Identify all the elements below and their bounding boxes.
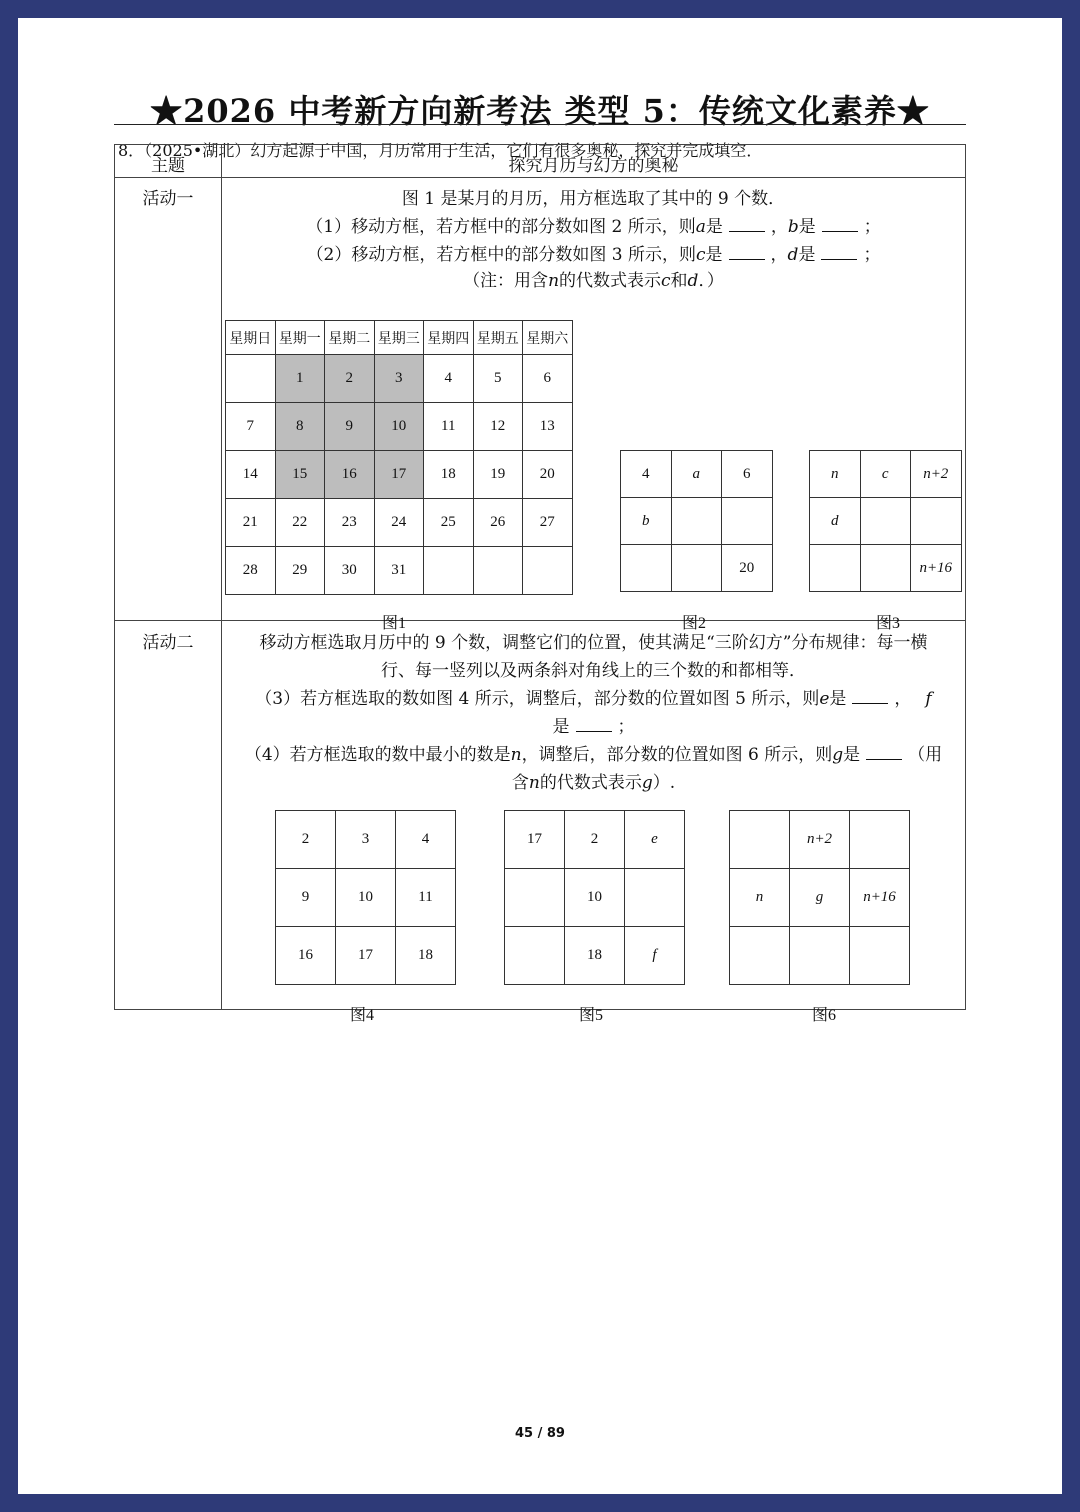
cell-value: 31: [391, 562, 407, 578]
cell-value: 13: [539, 418, 555, 434]
cell-value: 10: [587, 889, 602, 905]
weekday-header: 星期五: [473, 320, 524, 355]
calendar-day-cell: [473, 354, 524, 403]
grid-cell: [849, 868, 910, 927]
var-b: b: [787, 217, 799, 237]
calendar-day-cell: [275, 354, 326, 403]
grid-cell: [849, 926, 910, 985]
calendar-day-cell: [275, 402, 326, 451]
cell-value: 2: [345, 370, 353, 386]
var-f: f: [925, 689, 932, 709]
answer-blank-f[interactable]: [576, 717, 612, 732]
grid-cell: [721, 497, 773, 545]
cell-value: c: [881, 465, 889, 482]
activity2-line6: [221, 768, 966, 793]
text-segment: ，: [770, 245, 788, 265]
col1-header: 主题: [151, 156, 185, 176]
grid-cell: [624, 810, 685, 869]
answer-blank-e[interactable]: [852, 689, 888, 704]
cell-value: 10: [391, 418, 407, 434]
calendar-day-cell: [374, 546, 425, 595]
text-segment: （3）若方框选取的数如图 4 所示，调整后，部分数的位置如图 5 所示，则: [255, 689, 820, 709]
text-segment: ；: [863, 245, 881, 265]
text-segment: ；: [617, 717, 635, 737]
calendar-day-cell: [423, 402, 474, 451]
calendar-day-cell: [374, 498, 425, 547]
document-page: [18, 18, 1062, 1494]
cell-value: 4: [642, 465, 650, 482]
answer-blank-b[interactable]: [822, 217, 858, 232]
cell-value: 29: [292, 562, 308, 578]
text-segment: ．）: [698, 271, 724, 291]
grid-cell: [564, 868, 625, 927]
grid-cell: [789, 868, 850, 927]
cell-value: 4: [421, 831, 430, 847]
calendar-day-cell: [324, 354, 375, 403]
calendar-day-cell: [423, 354, 474, 403]
grid-cell: [504, 810, 565, 869]
text-segment: 是: [552, 717, 570, 737]
cell-value: 22: [292, 514, 308, 530]
calendar-day-cell: [522, 450, 573, 499]
figure5-label: 图5: [578, 1007, 603, 1024]
cell-value: 24: [391, 514, 407, 530]
answer-blank-g[interactable]: [866, 745, 902, 760]
grid-cell: [504, 868, 565, 927]
grid-cell: [275, 926, 336, 985]
cell-value: 15: [292, 466, 308, 482]
calendar-day-cell: [522, 402, 573, 451]
cell-value: 10: [358, 889, 373, 905]
text-segment: 是: [705, 245, 723, 265]
calendar-day-cell: [374, 354, 425, 403]
cell-value: 6: [543, 370, 551, 386]
var-d: d: [687, 271, 699, 291]
cell-value: d: [831, 512, 839, 529]
calendar-day-cell: [423, 498, 474, 547]
answer-blank-c[interactable]: [729, 245, 765, 260]
text-segment: ，: [894, 689, 912, 709]
text-segment: 是: [829, 689, 847, 709]
cell-value: 19: [490, 466, 506, 482]
var-g: g: [832, 745, 844, 765]
cell-value: 12: [490, 418, 506, 434]
cell-value: a: [692, 465, 700, 482]
weekday-header: 星期日: [225, 320, 276, 355]
activity2-line5: [221, 740, 966, 765]
grid-cell: [335, 926, 396, 985]
text-segment: 是: [798, 217, 816, 237]
activity-table: [114, 144, 966, 1024]
calendar-day-cell: [225, 354, 276, 403]
text-segment: （注：用含: [463, 271, 549, 291]
grid-cell: [620, 497, 672, 545]
grid-cell: [860, 497, 912, 545]
calendar-day-cell: [225, 450, 276, 499]
cell-value: 17: [391, 466, 407, 482]
calendar-day-cell: [225, 498, 276, 547]
cell-value: 26: [490, 514, 506, 530]
var-n: n: [528, 773, 540, 793]
grid-cell: [809, 450, 861, 498]
grid-cell: [504, 926, 565, 985]
cell-value: 17: [358, 947, 373, 963]
calendar-day-cell: [225, 546, 276, 595]
grid-cell: [564, 810, 625, 869]
calendar-day-cell: [324, 402, 375, 451]
grid-cell: [671, 497, 723, 545]
cell-value: 28: [242, 562, 258, 578]
text-segment: ，调整后，部分数的位置如图 6 所示，则: [521, 745, 833, 765]
text-segment: 含: [511, 773, 529, 793]
text-segment: 和: [670, 271, 688, 291]
weekday-header: 星期一: [275, 320, 326, 355]
grid-cell: [275, 868, 336, 927]
var-n: n: [510, 745, 522, 765]
cell-value: 9: [345, 418, 353, 434]
text-segment: ，: [770, 217, 788, 237]
calendar-day-cell: [423, 546, 474, 595]
grid-cell: [395, 868, 456, 927]
text-segment: （4）若方框选取的数中最小的数是: [244, 745, 511, 765]
calendar-day-cell: [324, 546, 375, 595]
grid-cell: [671, 544, 723, 592]
var-g: g: [641, 773, 653, 793]
grid-cell: [789, 926, 850, 985]
cell-value: 7: [246, 418, 254, 434]
cell-value: 9: [301, 889, 310, 905]
grid-cell: [620, 544, 672, 592]
activity2-line1: 移动方框选取月历中的 9 个数，调整它们的位置，使其满足“三阶幻方”分布规律：每一横: [259, 633, 928, 653]
grid-cell: [395, 926, 456, 985]
cell-value: 2: [301, 831, 310, 847]
figure4-label: 图4: [349, 1007, 374, 1024]
page-number: 45 / 89: [515, 1426, 565, 1441]
cell-value: b: [642, 512, 650, 529]
activity1-line2: [221, 212, 966, 237]
activity2-line2: 行、每一竖列以及两条斜对角线上的三个数的和都相等．: [381, 661, 806, 681]
cell-value: n+2: [923, 465, 949, 482]
grid-cell: [849, 810, 910, 869]
calendar-day-cell: [275, 450, 326, 499]
cell-value: 3: [395, 370, 403, 386]
title-divider: [114, 124, 966, 125]
var-a: a: [695, 217, 706, 237]
col2-header: 探究月历与幻方的奥秘: [508, 156, 679, 176]
activity1-line4: [221, 266, 966, 291]
cell-value: 1: [296, 370, 304, 386]
grid-cell: [335, 810, 396, 869]
var-c: c: [696, 245, 706, 265]
page-title: ★2026 中考新方向新考法 类型 5：传统文化素养★: [150, 92, 930, 130]
cell-value: 18: [418, 947, 433, 963]
grid-cell: [729, 868, 790, 927]
cell-value: 16: [298, 947, 313, 963]
calendar-day-cell: [473, 498, 524, 547]
cell-value: 18: [587, 947, 602, 963]
text-segment: 是: [798, 245, 816, 265]
cell-value: 2: [590, 831, 599, 847]
cell-value: 18: [440, 466, 456, 482]
cell-value: 23: [341, 514, 357, 530]
calendar-day-cell: [324, 498, 375, 547]
cell-value: n: [755, 889, 764, 905]
cell-value: 20: [539, 466, 555, 482]
weekday-header: 星期三: [374, 320, 425, 355]
cell-value: 21: [242, 514, 258, 530]
calendar-day-cell: [473, 546, 524, 595]
weekday-header: 星期二: [324, 320, 375, 355]
var-c: c: [661, 271, 671, 291]
calendar-day-cell: [423, 450, 474, 499]
activity1-label: 活动一: [142, 189, 194, 209]
figure1-label: 图1: [381, 615, 406, 632]
grid-cell: [275, 810, 336, 869]
cell-value: 17: [527, 831, 542, 847]
grid-cell: [860, 544, 912, 592]
cell-value: 14: [242, 466, 258, 482]
activity1-label-cell: [114, 177, 222, 621]
grid-cell: [910, 544, 962, 592]
calendar-day-cell: [275, 546, 326, 595]
text-segment: （用: [908, 745, 943, 765]
cell-value: 11: [418, 889, 433, 905]
answer-blank-d[interactable]: [821, 245, 857, 260]
cell-value: 11: [441, 418, 456, 434]
calendar-day-cell: [473, 450, 524, 499]
grid-cell: [395, 810, 456, 869]
cell-value: n+16: [863, 889, 896, 905]
cell-value: n: [831, 465, 839, 482]
cell-value: n+16: [919, 559, 953, 576]
cell-value: e: [651, 831, 658, 847]
grid-cell: [789, 810, 850, 869]
grid-cell: [624, 868, 685, 927]
var-n: n: [548, 271, 560, 291]
grid-cell: [624, 926, 685, 985]
cell-value: 27: [539, 514, 555, 530]
grid-cell: [809, 544, 861, 592]
activity2-label: 活动二: [142, 633, 194, 653]
text-segment: ；: [863, 217, 881, 237]
weekday-header: 星期四: [423, 320, 474, 355]
cell-value: 20: [739, 559, 755, 576]
grid-cell: [564, 926, 625, 985]
cell-value: f: [652, 947, 657, 963]
calendar-day-cell: [522, 354, 573, 403]
calendar-day-cell: [324, 450, 375, 499]
grid-cell: [910, 497, 962, 545]
activity1-line1: 图 1 是某月的月历，用方框选取了其中的 9 个数．: [401, 189, 786, 209]
figure6-label: 图6: [811, 1007, 836, 1024]
text-segment: ）.: [652, 773, 676, 793]
cell-value: 4: [444, 370, 452, 386]
text-segment: （1）移动方框，若方框中的部分数如图 2 所示，则: [306, 217, 696, 237]
weekday-header: 星期六: [522, 320, 573, 355]
text-segment: （2）移动方框，若方框中的部分数如图 3 所示，则: [306, 245, 697, 265]
calendar-day-cell: [522, 546, 573, 595]
figure3-label: 图3: [875, 615, 900, 632]
cell-value: 16: [341, 466, 357, 482]
grid-cell: [721, 544, 773, 592]
cell-value: n+2: [806, 831, 833, 847]
grid-cell: [335, 868, 396, 927]
text-segment: 是: [705, 217, 723, 237]
calendar-day-cell: [225, 402, 276, 451]
cell-value: 5: [494, 370, 502, 386]
calendar-day-cell: [374, 402, 425, 451]
cell-value: 25: [440, 514, 456, 530]
cell-value: 8: [296, 418, 304, 434]
answer-blank-a[interactable]: [729, 217, 765, 232]
grid-cell: [860, 450, 912, 498]
calendar-day-cell: [374, 450, 425, 499]
var-d: d: [787, 245, 799, 265]
cell-value: 3: [361, 831, 370, 847]
grid-cell: [721, 450, 773, 498]
var-e: e: [819, 689, 830, 709]
text-segment: 是: [843, 745, 861, 765]
activity2-label-cell: [114, 620, 222, 1010]
calendar-day-cell: [522, 498, 573, 547]
activity2-line3: [221, 684, 966, 709]
grid-cell: [671, 450, 723, 498]
text-segment: 的代数式表示: [539, 773, 642, 793]
grid-cell: [729, 810, 790, 869]
activity2-line4: [221, 712, 966, 737]
figure2-label: 图2: [681, 615, 706, 632]
calendar-day-cell: [275, 498, 326, 547]
grid-cell: [620, 450, 672, 498]
grid-cell: [729, 926, 790, 985]
question-intro: 8．（2025•湖北）幻方起源于中国，月历常用于生活，它们有很多奥秘，探究并完成填空．: [118, 141, 763, 160]
cell-value: g: [815, 889, 824, 905]
grid-cell: [910, 450, 962, 498]
grid-cell: [809, 497, 861, 545]
activity1-line3: [221, 240, 966, 265]
text-segment: 的代数式表示: [559, 271, 662, 291]
cell-value: 6: [743, 465, 751, 482]
cell-value: 30: [341, 562, 357, 578]
calendar-day-cell: [473, 402, 524, 451]
